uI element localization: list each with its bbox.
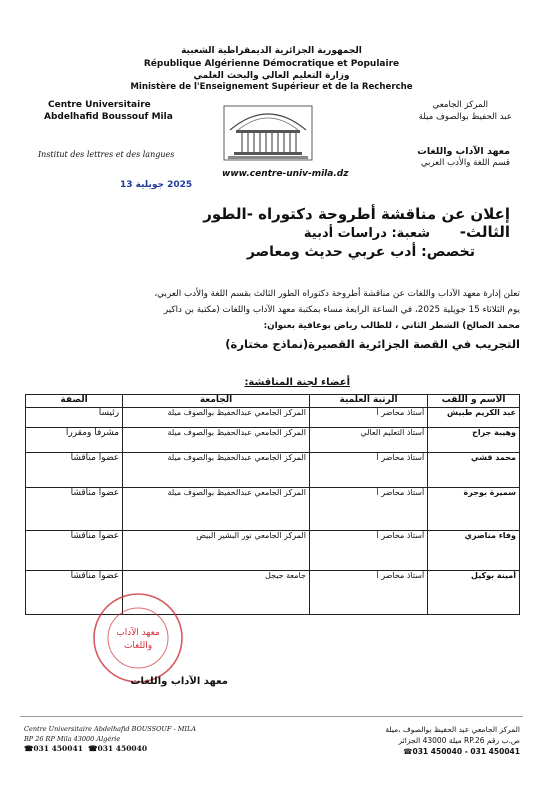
- member-name: وهيبة جراح: [428, 428, 520, 453]
- republic-fr: République Algérienne Démocratique et Populaire: [143, 59, 400, 69]
- branch: شعبة: دراسات أدبية: [303, 226, 430, 241]
- thesis-title: التجريب في القصة الجزائرية القصيرة(نماذج مختارة): [225, 337, 520, 351]
- specialty: تخصص: أدب عربي حديث ومعاصر: [246, 244, 475, 260]
- col-university: الجامعة: [123, 395, 310, 408]
- member-rank: أستاذ محاضر أ: [309, 531, 427, 571]
- footer-ar-phones: ☎031 450040 - 031 450041: [403, 747, 520, 756]
- member-name: محمد قشي: [428, 453, 520, 488]
- footer-fr-address: Centre Universitaire Abdelhafid BOUSSOUF - MILA: [24, 725, 196, 733]
- institute-fr: Institut des lettres et des langues: [38, 150, 175, 159]
- department-ar: قسم اللغة والأدب العربي: [420, 158, 510, 168]
- footer-ar-address: المركز الجامعي عبد الحفيظ بوالصوف ،ميلة: [385, 725, 520, 734]
- footer-fr-postal: BP 26 RP Mila 43000 Algérie: [24, 735, 121, 743]
- member-university: المركز الجامعي عبدالحفيظ بوالصوف ميلة: [123, 408, 310, 428]
- table-header-row: [26, 395, 520, 408]
- committee-table: [25, 394, 520, 615]
- member-rank: أستاذ التعليم العالي: [309, 428, 427, 453]
- col-role: الصفة: [26, 395, 123, 408]
- stamp-text-1: معهد الآداب: [116, 628, 160, 638]
- table-row: [26, 408, 520, 428]
- official-stamp: [92, 592, 184, 684]
- center-line-2: Abdelhafid Boussouf Mila: [44, 112, 173, 122]
- footer-fr: [24, 724, 196, 754]
- member-rank: أستاذ محاضر أ: [309, 571, 427, 615]
- table-row: [26, 488, 520, 531]
- institute-ar: معهد الآداب واللغات: [417, 146, 510, 157]
- body-line-3: محمد الصالح) الشطر الثاني ، للطالب رياض بوعافية بعنوان:: [263, 321, 520, 331]
- footer-divider: [20, 716, 523, 717]
- ministry-fr: Ministère de l'Enseignement Supérieur et de la Recherche: [130, 82, 413, 92]
- member-university: المركز الجامعي نور البشير البيض: [123, 531, 310, 571]
- member-university: جامعة جيجل: [123, 571, 310, 615]
- member-name: وفاء مناصري: [428, 531, 520, 571]
- table-row: [26, 453, 520, 488]
- center-ar-line-2: عبد الحفيظ بوالصوف ميلة: [418, 112, 512, 122]
- committee-heading: أعضاء لجنة المناقشة:: [244, 377, 350, 388]
- col-rank: الرتبة العلمية: [309, 395, 427, 408]
- body-line-2: يوم الثلاثاء 15 جويلية 2025، في الساعة الرابعة مساء بمكتبة معهد الآداب واللغات (مكتبة بن داكير: [163, 305, 520, 315]
- member-name: أمينة بوكيل: [428, 571, 520, 615]
- member-university: المركز الجامعي عبدالحفيظ بوالصوف ميلة: [123, 453, 310, 488]
- member-role: رئيسا: [26, 408, 123, 428]
- member-rank: أستاذ محاضر أ: [309, 453, 427, 488]
- member-role: عضوا مناقشا: [26, 571, 123, 615]
- stamp-text-2: واللغات: [123, 641, 153, 651]
- body-line-1: تعلن إدارة معهد الآداب واللغات عن مناقشة أطروحة دكتوراه الطور الثالث بقسم اللغة والأدب العربي،: [154, 289, 520, 299]
- col-name: الاسم و اللقب: [428, 395, 520, 408]
- footer-fr-phones: ☎031 450041 ☎031 450040: [24, 744, 148, 753]
- member-university: المركز الجامعي عبدالحفيظ بوالصوف ميلة: [123, 428, 310, 453]
- university-logo: [218, 96, 318, 166]
- member-role: مشرفا ومقررا: [26, 428, 123, 453]
- fax-icon: ☎: [88, 744, 98, 753]
- footer-ar: [340, 724, 520, 757]
- announcement-title: إعلان عن مناقشة أطروحة دكتوراه -الطور الثالث-: [203, 205, 510, 241]
- republic-ar: الجمهورية الجزائرية الديمقراطية الشعبية: [181, 46, 362, 56]
- table-row: [26, 428, 520, 453]
- member-rank: أستاذ محاضر أ: [309, 408, 427, 428]
- ministry-ar: وزارة التعليم العالي والبحث العلمي: [193, 71, 350, 81]
- center-name-fr: [44, 99, 173, 123]
- footer-ar-postal: ص.ب رقم RP.26 ميلة 43000 الجزائر: [398, 736, 520, 745]
- website-url: www.centre-univ-mila.dz: [222, 169, 349, 179]
- table-row: [26, 531, 520, 571]
- member-role: عضوا مناقشا: [26, 531, 123, 571]
- center-name-ar: [372, 99, 512, 123]
- member-role: عضوا مناقشا: [26, 488, 123, 531]
- phone-icon: ☎: [403, 747, 413, 756]
- member-role: عضوا مناقشا: [26, 453, 123, 488]
- signature-label: معهد الآداب واللغات: [130, 676, 228, 687]
- member-rank: أستاذ محاضر أ: [309, 488, 427, 531]
- center-line-1: Centre Universitaire: [48, 100, 151, 110]
- member-university: المركز الجامعي عبدالحفيظ بوالصوف ميلة: [123, 488, 310, 531]
- center-ar-line-1: المركز الجامعي: [432, 100, 488, 110]
- date-stamp: 2025 جويلية 13: [120, 180, 193, 190]
- member-name: سميرة بوجرة: [428, 488, 520, 531]
- member-name: عبد الكريم طبيش: [428, 408, 520, 428]
- phone-icon: ☎: [24, 744, 34, 753]
